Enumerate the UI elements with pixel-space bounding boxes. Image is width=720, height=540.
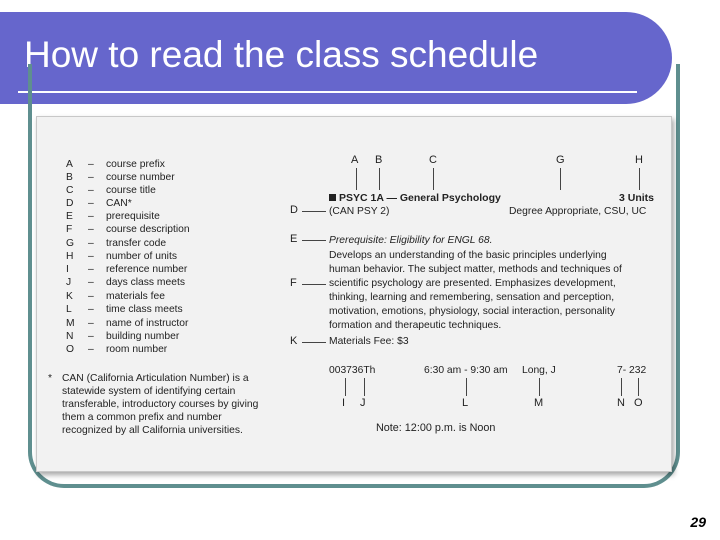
legend-letter: C — [66, 185, 74, 196]
callout-letter-k: K — [290, 335, 298, 347]
callout-letter-m: M — [534, 397, 544, 409]
legend-dash: – — [88, 291, 94, 302]
course-description-line: thinking, learning and remembering, sensation and perception, — [329, 292, 615, 303]
callout-line-f — [302, 284, 326, 285]
legend-dash: – — [88, 185, 94, 196]
course-header — [329, 192, 501, 205]
callout-line-o — [638, 378, 639, 396]
legend-letter: J — [66, 277, 72, 288]
callout-line-k — [302, 342, 326, 343]
callout-letter-e: E — [290, 233, 298, 245]
legend-item: course prefix — [106, 159, 165, 170]
legend-letter: K — [66, 291, 73, 302]
legend-dash: – — [88, 318, 94, 329]
page-title: How to read the class schedule — [24, 34, 539, 75]
callout-line-m — [539, 378, 540, 396]
callout-line-d — [302, 211, 326, 212]
legend-letter: E — [66, 211, 73, 222]
legend-item: reference number — [106, 264, 188, 275]
legend-letter: I — [66, 264, 69, 275]
section-instructor: Long, J — [522, 365, 556, 376]
legend-item: course number — [106, 172, 175, 183]
legend-dash: – — [88, 264, 94, 275]
callout-letter-h: H — [635, 154, 643, 166]
legend-item: room number — [106, 344, 168, 355]
legend-letter: H — [66, 251, 74, 262]
callout-line-n — [621, 378, 622, 396]
course-title-dash: — — [386, 192, 397, 204]
callout-letter-l: L — [462, 397, 469, 409]
legend-letter: O — [66, 344, 75, 355]
callout-line-b — [379, 168, 380, 190]
legend-dash: – — [88, 238, 94, 249]
legend-letter: A — [66, 159, 73, 170]
legend-dash: – — [88, 198, 94, 209]
course-description-line: human behavior. The subject matter, methods and techniques of — [329, 264, 622, 275]
legend-item: course title — [106, 185, 156, 196]
footnote-line: them a common prefix and number — [62, 412, 222, 423]
course-description-line: motivation, emotions, physiology, social interaction, personality — [329, 306, 615, 317]
legend-item: time class meets — [106, 304, 183, 315]
page-number: 29 — [690, 514, 706, 530]
footnote-line: transferable, introductory courses by giving — [62, 399, 259, 410]
footnote-line: CAN (California Articulation Number) is a — [62, 373, 249, 384]
legend-dash: – — [88, 251, 94, 262]
legend-dash: – — [88, 344, 94, 355]
legend-letter: F — [66, 224, 73, 235]
legend-dash: – — [88, 159, 94, 170]
course-materials-fee: Materials Fee: $3 — [329, 336, 409, 347]
course-units: 3 Units — [619, 192, 655, 204]
course-description-line: scientific psychology are presented. Emphasizes development, — [329, 278, 616, 289]
callout-letter-f: F — [290, 277, 297, 289]
callout-letter-n: N — [617, 397, 625, 409]
legend-item: materials fee — [106, 291, 165, 302]
callout-letter-d: D — [290, 204, 298, 216]
legend-item: days class meets — [106, 277, 185, 288]
legend-dash: – — [88, 304, 94, 315]
course-description-line: Develops an understanding of the basic principles underlying — [329, 250, 607, 261]
legend-letter: L — [66, 304, 72, 315]
legend-item: building number — [106, 331, 180, 342]
legend-letter: N — [66, 331, 74, 342]
legend-item: CAN* — [106, 198, 132, 209]
callout-letter-c: C — [429, 154, 437, 166]
callout-letter-g: G — [556, 154, 565, 166]
callout-line-e — [302, 240, 326, 241]
callout-letter-b: B — [375, 154, 383, 166]
course-transfer-code: Degree Appropriate, CSU, UC — [509, 206, 647, 217]
footnote-line: recognized by all California universities. — [62, 425, 243, 436]
callout-letter-a: A — [351, 154, 359, 166]
course-description-line: formation and therapeutic techniques. — [329, 320, 502, 331]
callout-line-h — [639, 168, 640, 190]
callout-letter-o: O — [634, 397, 643, 409]
callout-letter-j: J — [360, 397, 366, 409]
section-ref-days: 003736Th — [329, 365, 376, 376]
legend-letter: G — [66, 238, 75, 249]
legend-item: course description — [106, 224, 190, 235]
callout-line-c — [433, 168, 434, 190]
legend-dash: – — [88, 331, 94, 342]
footnote-star: * — [48, 373, 53, 384]
noon-note: Note: 12:00 p.m. is Noon — [376, 422, 496, 434]
legend-letter: B — [66, 172, 73, 183]
legend-item: transfer code — [106, 238, 167, 249]
course-prerequisite: Prerequisite: Eligibility for ENGL 68. — [329, 235, 493, 246]
legend-item: number of units — [106, 251, 177, 262]
callout-line-g — [560, 168, 561, 190]
legend-dash: – — [88, 211, 94, 222]
callout-line-j — [364, 378, 365, 396]
legend-item: name of instructor — [106, 318, 189, 329]
footnote-line: statewide system of identifying certain — [62, 386, 236, 397]
callout-letter-i: I — [342, 397, 346, 409]
course-title: General Psychology — [399, 192, 501, 204]
section-room: 7- 232 — [617, 365, 647, 376]
callout-line-l — [466, 378, 467, 396]
legend-letter: M — [66, 318, 75, 329]
course-can: (CAN PSY 2) — [329, 206, 390, 217]
legend-letter: D — [66, 198, 74, 209]
course-code: PSYC 1A — [339, 192, 384, 204]
legend-dash: – — [88, 277, 94, 288]
legend-item: prerequisite — [106, 211, 160, 222]
legend-dash: – — [88, 172, 94, 183]
course-marker-icon — [329, 194, 336, 201]
callout-line-a — [356, 168, 357, 190]
callout-line-i — [345, 378, 346, 396]
section-time: 6:30 am - 9:30 am — [424, 365, 508, 376]
legend-dash: – — [88, 224, 94, 235]
